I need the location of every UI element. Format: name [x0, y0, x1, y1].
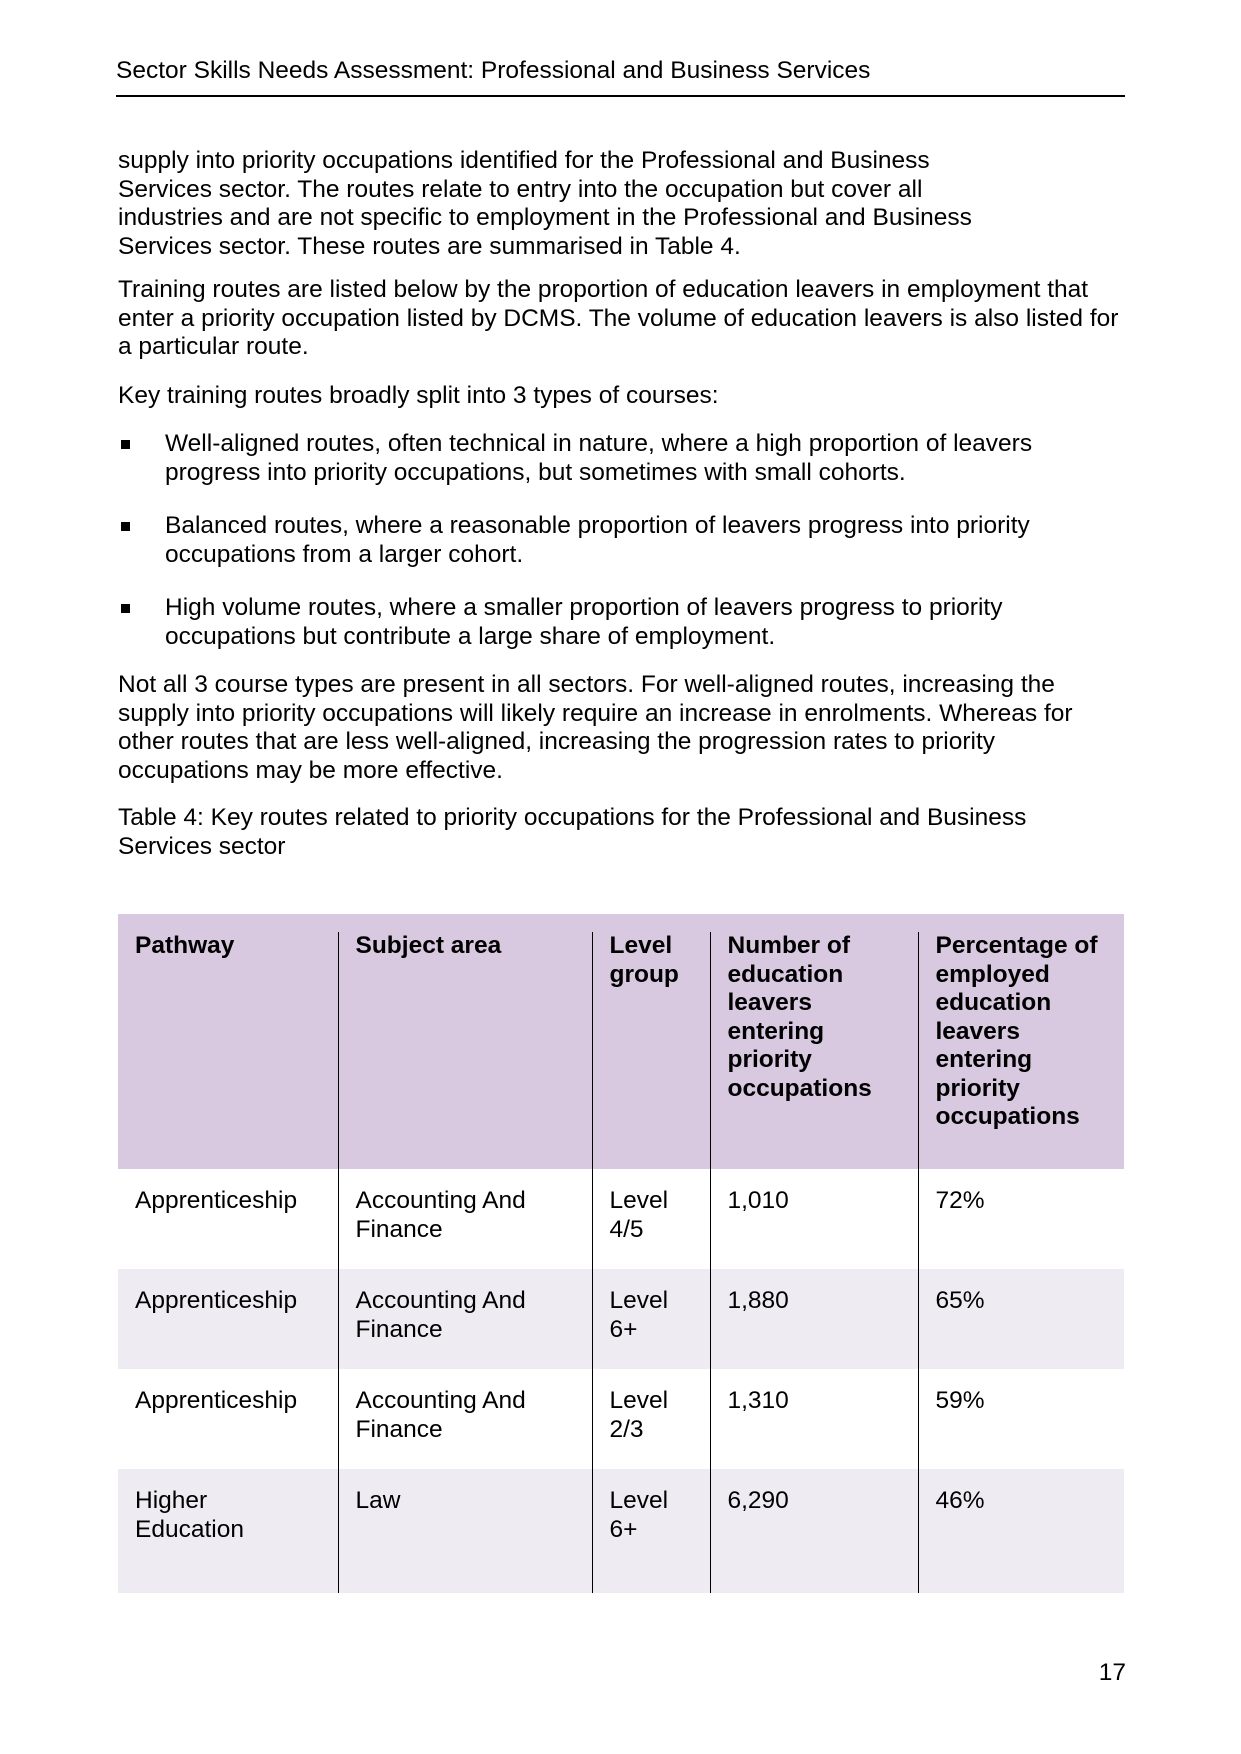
document-body — [118, 147, 1128, 861]
table-row — [118, 1469, 1124, 1593]
cell-percentage-of-leavers: 65% — [918, 1269, 1124, 1369]
course-type-list — [118, 430, 1128, 651]
square-bullet-icon — [121, 522, 130, 531]
table-row — [118, 1369, 1124, 1469]
list-item-text: Balanced routes, where a reasonable proportion of leavers progress into priority occupations from a larger cohort. — [165, 512, 1030, 568]
paragraph-key-routes: Key training routes broadly split into 3 types of courses: — [118, 381, 719, 409]
paragraph-training-routes: Training routes are listed below by the proportion of education leavers in employment that enter a priority occupation listed by DCMS. The volume of education leavers is also listed for a particular route. — [118, 276, 1119, 360]
column-header-percentage-of-leavers: Percentage of employed education leavers entering priority occupations — [918, 923, 1124, 1169]
cell-pathway: Higher Education — [118, 1469, 338, 1593]
column-header-number-of-leavers: Number of education leavers entering priority occupations — [710, 923, 918, 1169]
table-caption: Table 4: Key routes related to priority occupations for the Professional and Business Services sector — [118, 804, 1027, 860]
cell-level-group: Level 6+ — [592, 1469, 710, 1593]
list-item — [118, 430, 1128, 487]
cell-number-of-leavers: 6,290 — [710, 1469, 918, 1593]
page-number: 17 — [1098, 1659, 1126, 1686]
list-item — [118, 512, 1128, 569]
cell-number-of-leavers: 1,010 — [710, 1169, 918, 1269]
cell-pathway: Apprenticeship — [118, 1369, 338, 1469]
cell-level-group: Level 6+ — [592, 1269, 710, 1369]
cell-number-of-leavers: 1,310 — [710, 1369, 918, 1469]
square-bullet-icon — [121, 440, 130, 449]
column-header-level-group: Level group — [592, 923, 710, 1169]
cell-level-group: Level 4/5 — [592, 1169, 710, 1269]
cell-subject-area: Accounting And Finance — [338, 1269, 592, 1369]
cell-subject-area: Law — [338, 1469, 592, 1593]
cell-level-group: Level 2/3 — [592, 1369, 710, 1469]
list-item — [118, 594, 1128, 651]
list-item-text: Well-aligned routes, often technical in nature, where a high proportion of leavers progress into priority occupations, but sometimes with small cohorts. — [165, 430, 1033, 486]
cell-percentage-of-leavers: 59% — [918, 1369, 1124, 1469]
list-item-text: High volume routes, where a smaller proportion of leavers progress to priority occupations but contribute a large share of employment. — [165, 594, 1003, 650]
cell-percentage-of-leavers: 72% — [918, 1169, 1124, 1269]
document-title: Sector Skills Needs Assessment: Professional and Business Services — [116, 57, 871, 84]
square-bullet-icon — [121, 604, 130, 613]
table-row — [118, 1269, 1124, 1369]
cell-subject-area: Accounting And Finance — [338, 1169, 592, 1269]
cell-pathway: Apprenticeship — [118, 1269, 338, 1369]
key-routes-table — [118, 914, 1124, 1593]
cell-number-of-leavers: 1,880 — [710, 1269, 918, 1369]
column-header-subject-area: Subject area — [338, 923, 592, 1169]
page-header — [116, 56, 1125, 97]
table-row — [118, 1169, 1124, 1269]
cell-percentage-of-leavers: 46% — [918, 1469, 1124, 1593]
paragraph-intro: supply into priority occupations identified for the Professional and Business Services sector. The routes relate to entry into the occupation but cover all industries and are not specific to employment in the Professional and Business Services sector. These routes are summarised in Table 4. — [118, 147, 972, 260]
cell-subject-area: Accounting And Finance — [338, 1369, 592, 1469]
column-header-pathway: Pathway — [118, 923, 338, 1169]
paragraph-course-types: Not all 3 course types are present in all sectors. For well-aligned routes, increasing the supply into priority occupations will likely require an increase in enrolments. Whereas for other routes that are less well-aligned, increasing the progression rates to priority occupations may be more effective. — [118, 671, 1073, 784]
table-header-row — [118, 923, 1124, 1169]
cell-pathway: Apprenticeship — [118, 1169, 338, 1269]
